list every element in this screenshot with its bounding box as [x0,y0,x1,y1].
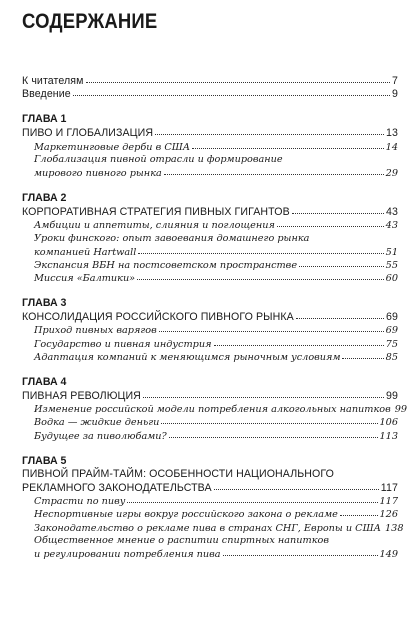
dot-leader [340,506,378,516]
dot-leader [277,217,384,227]
dot-leader [137,270,384,280]
chapter-section [22,297,398,363]
entry-title: Амбиции и аппетиты, слияния и поглощения [34,220,275,232]
toc-entry [22,87,398,100]
toc-entry [22,389,398,402]
page-number: 43 [386,206,398,219]
page-number: 126 [379,509,398,521]
page-number: 99 [394,404,408,416]
entry-title: КОРПОРАТИВНАЯ СТРАТЕГИЯ ПИВНЫХ ГИГАНТОВ [22,206,290,219]
chapter-section [22,376,408,442]
chapter-label: ГЛАВА 5 [22,454,67,467]
toc-entry [22,547,398,560]
chapter-section [22,113,398,179]
page-number: 69 [385,325,398,337]
entry-title: Миссия «Балтики» [34,273,136,285]
page-number: 43 [385,220,398,232]
dot-leader [127,493,377,503]
dot-leader [159,322,384,332]
page-number: 149 [379,548,398,560]
dot-leader [296,309,384,319]
page-number: 113 [379,430,398,442]
toc-list [22,74,408,560]
entry-title: ПИВНОЙ ПРАЙМ-ТАЙМ: ОСОБЕННОСТИ НАЦИОНАЛЬНОГО [22,467,334,480]
page-number: 99 [386,390,398,402]
entry-title: Страсти по пиву [34,496,126,508]
dot-leader [143,388,384,398]
entry-title: К читателям [22,75,84,87]
entry-title: КОНСОЛИДАЦИЯ РОССИЙСКОГО ПИВНОГО РЫНКА [22,311,294,324]
dot-leader [164,165,384,175]
entry-title: Глобализация пивной отрасли и формирование [34,153,283,165]
toc-entry [22,218,398,231]
toc-page [22,8,408,560]
page-number: 9 [392,88,398,101]
page-number: 69 [386,311,398,324]
chapter-label: ГЛАВА 1 [22,113,67,126]
entry-title: Изменение российской модели потребления алкогольных напитков [34,404,391,416]
page-number: 55 [385,259,398,271]
toc-entry [22,350,398,363]
entry-title: Адаптация компаний к меняющимся рыночным условиям [34,351,341,363]
entry-title: Экспансия ВБН на постсоветском пространстве [34,259,298,271]
toc-entry [22,521,404,534]
entry-title: Будущее за пиволюбами? [34,430,167,442]
toc-entry [22,507,398,520]
page-number: 117 [380,481,398,494]
entry-title: ПИВО И ГЛОБАЛИЗАЦИЯ [22,127,154,140]
dot-leader [192,139,384,149]
entry-title: Законодательство о рекламе пива в странах СНГ, Европы и США [34,522,381,534]
dot-leader [214,336,384,346]
page-number: 51 [385,246,398,258]
entry-title: РЕКЛАМНОГО ЗАКОНОДАТЕЛЬСТВА [22,481,212,494]
entry-title: Неспортивные игры вокруг российского закона о рекламе [34,509,338,521]
entry-title: ПИВНАЯ РЕВОЛЮЦИЯ [22,390,141,402]
dot-leader [138,244,383,254]
dot-leader [223,546,378,556]
dot-leader [214,480,379,490]
page-number: 60 [385,273,398,285]
page-number: 138 [385,522,404,534]
intro-section [22,74,398,100]
entry-title: и регулировании потребления пива [34,548,221,560]
page-number: 13 [386,127,398,140]
dot-leader [299,257,384,267]
entry-title: мирового пивного рынка [34,167,162,179]
entry-title: компанией Hartwall [34,246,137,258]
entry-title: Уроки финского: опыт завоевания домашнего рынка [34,232,310,244]
page-number: 7 [392,75,398,87]
chapter-label: ГЛАВА 2 [22,192,67,205]
chapter-label: ГЛАВА 4 [22,376,67,388]
entry-title: Маркетинговые дерби в США [34,141,191,153]
page-number: 14 [385,141,398,153]
toc-entry [22,271,398,284]
chapter-section [22,192,398,284]
dot-leader [292,204,384,214]
entry-title: Водка — жидкие деньги [34,417,160,429]
page-title: СОДЕРЖАНИЕ [22,9,158,33]
toc-entry [22,140,398,153]
page-number: 75 [385,338,398,350]
entry-title: Государство и пивная индустрия [34,338,212,350]
dot-leader [73,86,390,96]
page-number: 117 [379,496,398,508]
dot-leader [155,125,384,135]
chapter-label: ГЛАВА 3 [22,297,67,310]
page-number: 29 [385,167,398,179]
page-number: 85 [385,351,398,363]
chapter-section [22,454,404,560]
entry-title: Введение [22,88,71,101]
entry-title: Общественное мнение о распитии спиртных напитков [34,534,329,546]
entry-title: Приход пивных варягов [34,325,157,337]
page-number: 106 [379,417,398,429]
dot-leader [161,414,377,424]
dot-leader [86,73,390,83]
dot-leader [169,428,378,438]
toc-entry [22,166,398,179]
dot-leader [342,349,383,359]
toc-entry [22,429,398,442]
